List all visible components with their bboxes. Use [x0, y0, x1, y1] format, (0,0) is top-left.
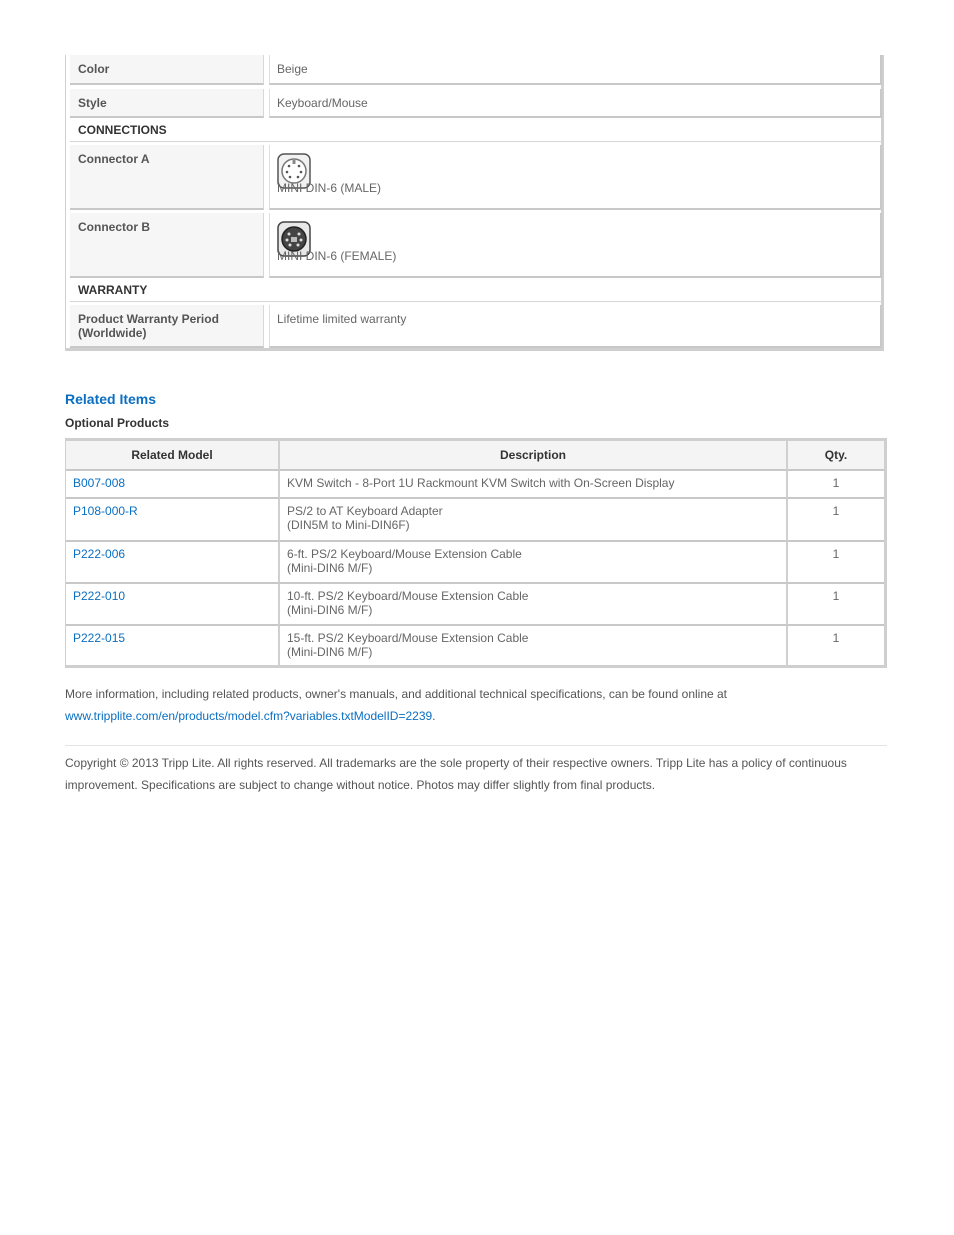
row-description-line1: KVM Switch - 8-Port 1U Rackmount KVM Switch with On-Screen Display — [287, 476, 675, 490]
more-info-period: . — [432, 709, 436, 723]
row-model-link[interactable]: P108-000-R — [66, 499, 278, 542]
row-model-link[interactable]: P222-010 — [66, 584, 278, 626]
spec-value-color: Beige — [269, 55, 882, 85]
row-description — [278, 584, 786, 626]
row-model-link[interactable]: B007-008 — [66, 471, 278, 499]
row-description-line1: 15-ft. PS/2 Keyboard/Mouse Extension Cable — [287, 631, 529, 645]
section-connections: CONNECTIONS — [70, 117, 882, 142]
row-description — [278, 471, 786, 499]
header-description: Description — [278, 441, 786, 471]
product-page-link[interactable]: www.tripplite.com/en/products/model.cfm?variables.txtModelID=2239 — [65, 709, 433, 723]
divider — [65, 745, 887, 746]
row-qty: 1 — [786, 626, 884, 668]
row-description — [278, 542, 786, 584]
more-info-paragraph — [65, 683, 887, 727]
row-qty: 1 — [786, 471, 884, 499]
row-description-line2: (DIN5M to Mini-DIN6F) — [287, 518, 410, 532]
copyright-text: Copyright © 2013 Tripp Lite. All rights reserved. All trademarks are the sole property of their respective owners. Tripp Lite has a policy of continuous improvement. Specifications are subject to change without notice. Photos may differ slightly from final products. — [65, 756, 847, 792]
spec-value-connector-a — [269, 145, 882, 210]
row-description-line2: (Mini-DIN6 M/F) — [287, 561, 373, 575]
spec-label-style: Style — [70, 89, 264, 118]
optional-products-heading: Optional Products — [65, 416, 170, 430]
spec-label-color: Color — [70, 55, 264, 85]
header-qty: Qty. — [786, 441, 884, 471]
row-description-line1: 10-ft. PS/2 Keyboard/Mouse Extension Cable — [287, 589, 529, 603]
spec-value-style: Keyboard/Mouse — [269, 89, 882, 118]
spec-value-connector-b — [269, 213, 882, 278]
row-model-link[interactable]: P222-006 — [66, 542, 278, 584]
row-description — [278, 499, 786, 542]
row-description-line2: (Mini-DIN6 M/F) — [287, 645, 373, 659]
more-info-text: More information, including related products, owner's manuals, and additional technical specifications, can be found online at — [65, 687, 728, 701]
row-description-line1: PS/2 to AT Keyboard Adapter — [287, 504, 443, 518]
row-qty: 1 — [786, 499, 884, 542]
section-warranty: WARRANTY — [70, 277, 882, 302]
related-items-heading: Related Items — [65, 391, 157, 407]
related-products-table — [65, 438, 887, 668]
spec-value-warranty: Lifetime limited warranty — [269, 305, 882, 348]
spec-label-connector-a: Connector A — [70, 145, 264, 210]
header-related-model: Related Model — [66, 441, 278, 471]
spec-label-connector-b: Connector B — [70, 213, 264, 278]
row-qty: 1 — [786, 542, 884, 584]
row-model-link[interactable]: P222-015 — [73, 631, 126, 645]
spec-table — [65, 55, 884, 351]
row-qty: 1 — [786, 584, 884, 626]
row-description-line2: (Mini-DIN6 M/F) — [287, 603, 373, 617]
row-description-line1: 6-ft. PS/2 Keyboard/Mouse Extension Cable — [287, 547, 522, 561]
spec-label-warranty: Product Warranty Period (Worldwide) — [70, 305, 264, 348]
connector-a-text: MINI DIN-6 (MALE) — [277, 181, 382, 195]
row-description — [278, 626, 786, 668]
connector-b-text: MINI DIN-6 (FEMALE) — [277, 249, 397, 263]
